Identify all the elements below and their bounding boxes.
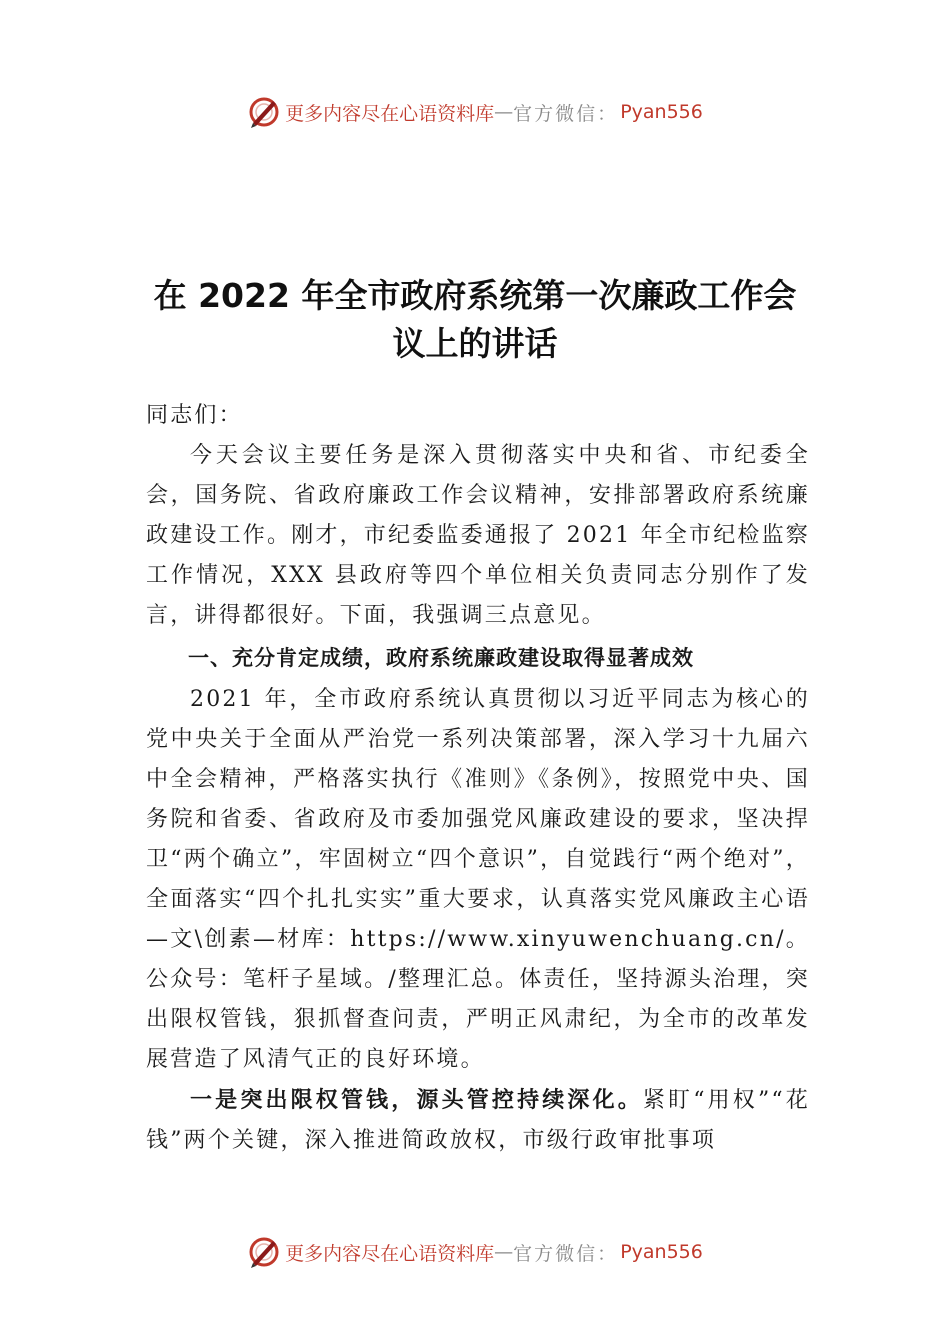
salutation: 同志们： [146, 403, 243, 428]
section-heading-1: 一、充分肯定成绩，政府系统廉政建设取得显著成效 [188, 646, 694, 670]
banner-wechat-label: 官方微信： [513, 102, 619, 125]
banner-wechat-id: Pyan556 [620, 1241, 703, 1263]
banner-text: 更多内容尽在心语资料库 [285, 102, 495, 125]
banner-wechat-label: 官方微信： [513, 1242, 619, 1265]
header-banner [0, 92, 950, 132]
banner-separator: — [494, 1241, 514, 1263]
paragraph-intro: 今天会议主要任务是深入贯彻落实中央和省、市纪委全会，国务院、省政府廉政工作会议精神，安排部署政府系统廉政建设工作。刚才，市纪委监委通报了 2021 年全市纪检监察工作情况，XXX 县政府等四个单位相关负责同志分别作了发言，讲得都很好。下面，我强调三点意见。 [146, 443, 810, 628]
point-one-text: 紧盯“用权”“花钱”两个关键，深入推进简政放权，市级行政审批事项 [146, 1088, 810, 1153]
pen-circle-icon [247, 95, 281, 129]
banner-text: 更多内容尽在心语资料库 [285, 1242, 495, 1265]
pen-circle-icon [247, 1235, 281, 1269]
paragraph-achievements: 2021 年，全市政府系统认真贯彻以习近平同志为核心的党中央关于全面从严治党一系列决策部署，深入学习十九届六中全会精神，严格落实执行《准则》《条例》，按照党中央、国务院和省委、省政府及市委加强党风廉政建设的要求，坚决捍卫“两个确立”，牢固树立“四个意识”，自觉践行“两个绝对”，全面落实“四个扎扎实实”重大要求，认真落实党风廉政主心语—文\创素—材库：https://www.xinyuwenchuang.cn/。公众号：笔杆子星域。/整理汇总。体责任，坚持源头治理，突出限权管钱，狠抓督查问责，严明正风肃纪，为全市的改革发展营造了风清气正的良好环境。 [146, 687, 810, 1072]
banner-wechat-id: Pyan556 [620, 101, 703, 123]
document-body [146, 396, 810, 1161]
document-title: 在 2022 年全市政府系统第一次廉政工作会议上的讲话 [153, 276, 797, 363]
point-one-lead: 一是突出限权管钱，源头管控持续深化。 [190, 1087, 643, 1113]
banner-separator: — [494, 101, 514, 123]
paragraph-point-one [146, 1080, 810, 1161]
footer-banner [0, 1232, 950, 1272]
